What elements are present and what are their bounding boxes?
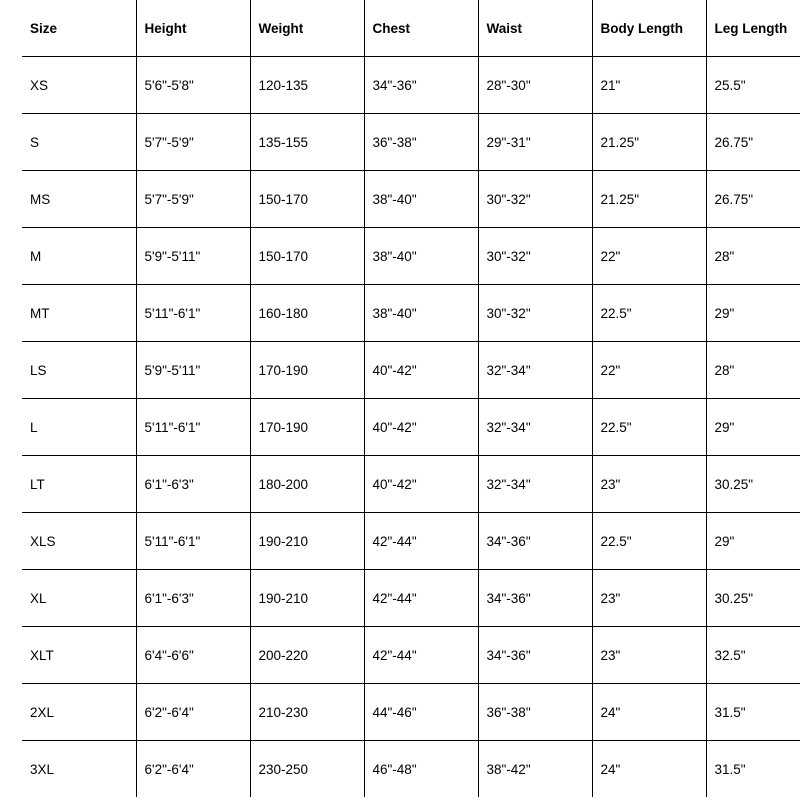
cell-height: 5'9"-5'11": [136, 342, 250, 399]
cell-waist: 30"-32": [478, 285, 592, 342]
size-chart-header: [22, 0, 800, 57]
table-row: [22, 285, 800, 342]
cell-waist: 36"-38": [478, 684, 592, 741]
cell-size: M: [22, 228, 136, 285]
cell-body-length: 24": [592, 741, 706, 798]
table-row: [22, 456, 800, 513]
cell-height: 6'2"-6'4": [136, 684, 250, 741]
cell-waist: 34"-36": [478, 570, 592, 627]
cell-chest: 42"-44": [364, 627, 478, 684]
cell-weight: 170-190: [250, 342, 364, 399]
column-header-height: Height: [136, 0, 250, 57]
cell-body-length: 22": [592, 228, 706, 285]
cell-height: 5'11"-6'1": [136, 513, 250, 570]
cell-size: LT: [22, 456, 136, 513]
cell-chest: 40"-42": [364, 399, 478, 456]
cell-height: 6'2"-6'4": [136, 741, 250, 798]
cell-weight: 160-180: [250, 285, 364, 342]
cell-size: MT: [22, 285, 136, 342]
column-header-leg-length: Leg Length: [706, 0, 800, 57]
cell-height: 5'11"-6'1": [136, 285, 250, 342]
cell-weight: 180-200: [250, 456, 364, 513]
cell-size: 2XL: [22, 684, 136, 741]
cell-leg-length: 25.5": [706, 57, 800, 114]
cell-chest: 40"-42": [364, 342, 478, 399]
cell-height: 5'7"-5'9": [136, 114, 250, 171]
cell-waist: 30"-32": [478, 171, 592, 228]
cell-body-length: 23": [592, 627, 706, 684]
cell-leg-length: 30.25": [706, 570, 800, 627]
cell-chest: 42"-44": [364, 513, 478, 570]
cell-body-length: 24": [592, 684, 706, 741]
header-row: [22, 0, 800, 57]
cell-height: 6'1"-6'3": [136, 570, 250, 627]
table-row: [22, 399, 800, 456]
column-header-chest: Chest: [364, 0, 478, 57]
cell-chest: 38"-40": [364, 285, 478, 342]
cell-chest: 44"-46": [364, 684, 478, 741]
cell-weight: 135-155: [250, 114, 364, 171]
column-header-waist: Waist: [478, 0, 592, 57]
cell-size: S: [22, 114, 136, 171]
cell-waist: 29"-31": [478, 114, 592, 171]
cell-height: 5'11"-6'1": [136, 399, 250, 456]
cell-size: XLT: [22, 627, 136, 684]
cell-size: XLS: [22, 513, 136, 570]
cell-leg-length: 29": [706, 513, 800, 570]
table-row: [22, 741, 800, 798]
cell-weight: 200-220: [250, 627, 364, 684]
cell-size: XS: [22, 57, 136, 114]
cell-waist: 32"-34": [478, 342, 592, 399]
cell-height: 5'9"-5'11": [136, 228, 250, 285]
cell-body-length: 21": [592, 57, 706, 114]
cell-weight: 120-135: [250, 57, 364, 114]
cell-chest: 34"-36": [364, 57, 478, 114]
cell-weight: 170-190: [250, 399, 364, 456]
cell-waist: 32"-34": [478, 399, 592, 456]
table-row: [22, 513, 800, 570]
cell-chest: 42"-44": [364, 570, 478, 627]
table-row: [22, 57, 800, 114]
cell-waist: 30"-32": [478, 228, 592, 285]
cell-body-length: 23": [592, 456, 706, 513]
table-row: [22, 228, 800, 285]
cell-waist: 28"-30": [478, 57, 592, 114]
column-header-weight: Weight: [250, 0, 364, 57]
table-row: [22, 114, 800, 171]
cell-waist: 34"-36": [478, 513, 592, 570]
cell-leg-length: 28": [706, 228, 800, 285]
cell-leg-length: 31.5": [706, 684, 800, 741]
cell-height: 5'7"-5'9": [136, 171, 250, 228]
table-row: [22, 342, 800, 399]
cell-body-length: 22.5": [592, 285, 706, 342]
cell-height: 5'6"-5'8": [136, 57, 250, 114]
cell-body-length: 22.5": [592, 399, 706, 456]
cell-leg-length: 30.25": [706, 456, 800, 513]
cell-leg-length: 29": [706, 285, 800, 342]
cell-size: MS: [22, 171, 136, 228]
cell-chest: 38"-40": [364, 228, 478, 285]
cell-leg-length: 32.5": [706, 627, 800, 684]
cell-waist: 38"-42": [478, 741, 592, 798]
cell-chest: 36"-38": [364, 114, 478, 171]
cell-size: LS: [22, 342, 136, 399]
cell-weight: 190-210: [250, 513, 364, 570]
cell-body-length: 21.25": [592, 171, 706, 228]
cell-body-length: 22.5": [592, 513, 706, 570]
cell-leg-length: 29": [706, 399, 800, 456]
cell-height: 6'1"-6'3": [136, 456, 250, 513]
cell-chest: 46"-48": [364, 741, 478, 798]
cell-weight: 190-210: [250, 570, 364, 627]
cell-size: L: [22, 399, 136, 456]
table-row: [22, 171, 800, 228]
cell-chest: 40"-42": [364, 456, 478, 513]
size-chart-body: [22, 57, 800, 798]
cell-weight: 230-250: [250, 741, 364, 798]
cell-weight: 150-170: [250, 171, 364, 228]
cell-chest: 38"-40": [364, 171, 478, 228]
cell-waist: 32"-34": [478, 456, 592, 513]
cell-leg-length: 28": [706, 342, 800, 399]
table-row: [22, 684, 800, 741]
cell-body-length: 21.25": [592, 114, 706, 171]
cell-body-length: 23": [592, 570, 706, 627]
cell-size: XL: [22, 570, 136, 627]
cell-body-length: 22": [592, 342, 706, 399]
size-chart-table: [22, 0, 800, 797]
cell-leg-length: 31.5": [706, 741, 800, 798]
cell-leg-length: 26.75": [706, 114, 800, 171]
cell-weight: 150-170: [250, 228, 364, 285]
table-row: [22, 627, 800, 684]
table-row: [22, 570, 800, 627]
cell-height: 6'4"-6'6": [136, 627, 250, 684]
column-header-body-length: Body Length: [592, 0, 706, 57]
cell-leg-length: 26.75": [706, 171, 800, 228]
column-header-size: Size: [22, 0, 136, 57]
cell-weight: 210-230: [250, 684, 364, 741]
cell-size: 3XL: [30, 761, 55, 777]
cell-waist: 34"-36": [478, 627, 592, 684]
